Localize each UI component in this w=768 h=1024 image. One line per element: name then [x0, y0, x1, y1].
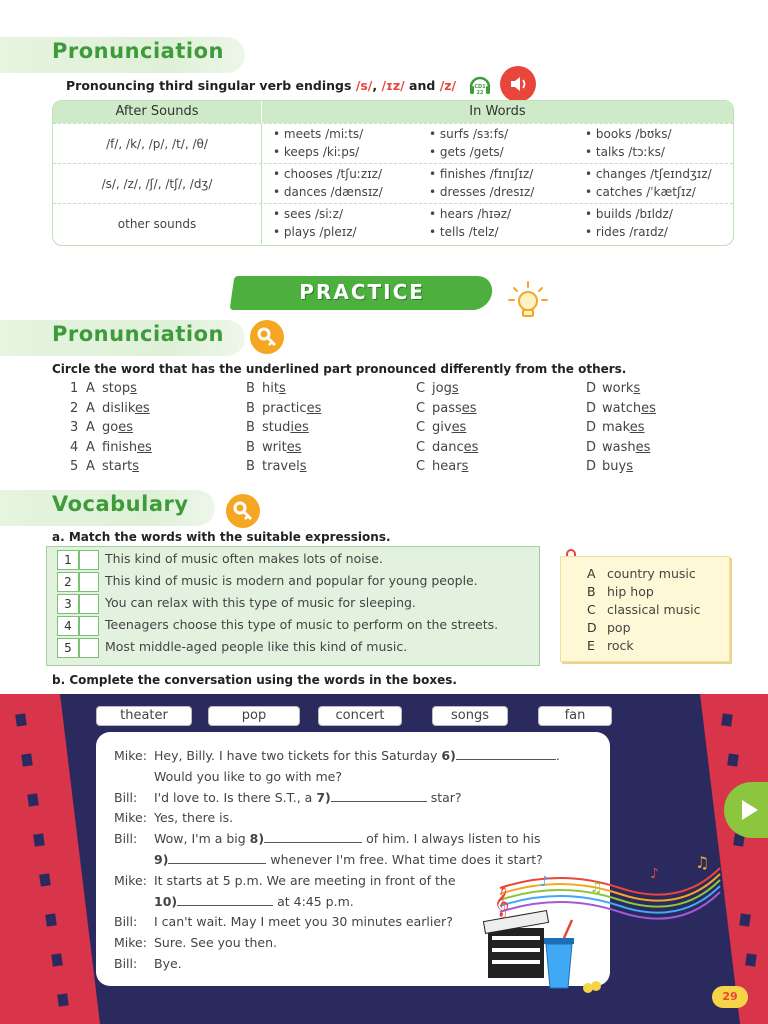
svg-text:♪: ♪ [650, 866, 659, 882]
ending-z: /z/ [439, 78, 457, 93]
section-title: Pronunciation [52, 39, 224, 63]
word-cell: • dresses /dresɪz/ [429, 185, 535, 199]
word-chip-theater: theater [96, 706, 192, 726]
dialogue-line: It starts at 5 p.m. We are meeting in front of the [154, 872, 456, 888]
answer-option[interactable]: C passes [416, 400, 477, 416]
key-icon [226, 494, 260, 528]
answer-option[interactable]: C hears [416, 459, 469, 474]
ending-s: /s/ [355, 78, 373, 93]
speaker-name: Bill: [114, 956, 138, 971]
statement-number: 5 [57, 638, 79, 658]
blank-number: 10) [154, 893, 178, 909]
speaker-icon[interactable] [500, 66, 536, 102]
answer-box[interactable] [79, 550, 99, 570]
word-cell: • dances /dænsɪz/ [273, 185, 383, 199]
sounds-cell: other sounds [53, 204, 262, 244]
matching-statements [46, 546, 540, 666]
dialogue-line: I can't wait. May I meet you 30 minutes earlier? [154, 914, 453, 930]
answer-option[interactable]: A finishes [86, 439, 152, 455]
svg-text:♪: ♪ [540, 874, 549, 890]
dialogue-line: I'd love to. Is there S.T., a 7) star? [154, 789, 462, 805]
speaker-name: Mike: [114, 935, 147, 951]
option-item: D pop [587, 620, 631, 635]
option-item: B hip hop [587, 584, 654, 599]
answer-box[interactable] [79, 572, 99, 592]
practice-instruction: Circle the word that has the underlined part pronounced differently from the others. [52, 362, 627, 376]
answer-box[interactable] [79, 594, 99, 614]
answer-blank[interactable] [456, 749, 556, 760]
vocab-instruction-a: a. Match the words with the suitable expressions. [52, 530, 391, 544]
pronunciation-table [52, 100, 734, 246]
option-item: C classical music [587, 602, 701, 617]
dialogue-line: Would you like to go with me? [154, 768, 342, 784]
practice-label: PRACTICE [299, 280, 425, 304]
answer-option[interactable]: D buys [586, 459, 633, 474]
blank-number: 7) [316, 789, 331, 805]
match-row [57, 616, 531, 636]
key-icon [250, 320, 284, 354]
word-cell: • chooses /tʃuːzɪz/ [273, 167, 383, 181]
answer-option[interactable]: C gives [416, 420, 467, 435]
table-row [53, 123, 733, 164]
speaker-name: Bill: [114, 914, 138, 930]
sounds-cell: /s/, /z/, /ʃ/, /tʃ/, /dʒ/ [53, 164, 262, 204]
dialogue-line: Hey, Billy. I have two tickets for this Saturday 6) . [154, 748, 560, 763]
statement-text: You can relax with this type of music for sleeping. [105, 595, 416, 610]
option-item: E rock [587, 638, 634, 653]
answer-option[interactable]: D works [586, 381, 641, 396]
question-number: 2 [70, 400, 79, 416]
table-header-sounds: After Sounds [53, 101, 262, 123]
word-cell: • books /bʊks/ [585, 127, 672, 141]
dialogue-line: Sure. See you then. [154, 935, 277, 951]
sounds-cell: /f/, /k/, /p/, /t/, /θ/ [53, 124, 262, 164]
dialogue-line: Bye. [154, 956, 182, 971]
statement-text: Teenagers choose this type of music to perform on the streets. [105, 617, 499, 632]
speaker-name: Mike: [114, 872, 147, 888]
statement-text: This kind of music often makes lots of noise. [105, 551, 383, 566]
dialogue-line: 9) whenever I'm free. What time does it start? [154, 852, 543, 867]
answer-option[interactable]: B practices [246, 400, 322, 416]
answer-option[interactable]: D watches [586, 400, 656, 416]
music-notes-illustration [480, 848, 730, 998]
answer-option[interactable]: C dances [416, 439, 479, 455]
word-cell: • finishes /fɪnɪʃɪz/ [429, 167, 534, 181]
svg-text:22: 22 [476, 90, 484, 96]
practice-badge [230, 276, 495, 310]
statement-text: This kind of music is modern and popular for young people. [105, 573, 478, 588]
match-row [57, 572, 531, 592]
word-cell: • tells /telz/ [429, 225, 499, 239]
question-number: 3 [70, 420, 79, 435]
option-item: A country music [587, 566, 696, 581]
audio-cd-icon[interactable] [468, 74, 492, 98]
answer-option[interactable]: B writes [246, 439, 302, 455]
answer-option[interactable]: A goes [86, 420, 133, 435]
dialogue-line: Yes, there is. [154, 810, 234, 826]
speaker-name: Mike: [114, 810, 147, 826]
answer-blank[interactable] [264, 832, 362, 843]
table-row [53, 203, 733, 244]
answer-option[interactable]: B hits [246, 381, 286, 396]
word-chip-concert: concert [318, 706, 402, 726]
dialogue-line: Wow, I'm a big 8) of him. I always listen to his [154, 831, 541, 847]
word-cell: • catches /ˈkætʃɪz/ [585, 185, 696, 199]
answer-box[interactable] [79, 638, 99, 658]
answer-option[interactable]: A starts [86, 459, 140, 474]
answer-blank[interactable] [177, 895, 273, 906]
word-cell: • rides /raɪdz/ [585, 225, 668, 239]
music-options [560, 556, 730, 662]
svg-text:♫: ♫ [590, 880, 603, 896]
answer-option[interactable]: B travels [246, 459, 307, 474]
speaker-name: Bill: [114, 789, 138, 805]
word-cell: • hears /hɪəz/ [429, 207, 512, 221]
statement-number: 4 [57, 616, 79, 636]
word-cell: • meets /miːts/ [273, 127, 364, 141]
statement-number: 1 [57, 550, 79, 570]
pronunciation-instruction: Pronouncing third singular verb endings /s/, /ɪz/ and /z/ [66, 78, 457, 93]
section-title: Vocabulary [52, 492, 189, 516]
word-chip-songs: songs [432, 706, 508, 726]
lightbulb-icon [506, 280, 550, 324]
word-cell: • sees /siːz/ [273, 207, 343, 221]
vocab-instruction-b: b. Complete the conversation using the words in the boxes. [52, 673, 457, 687]
word-cell: • surfs /sɜːfs/ [429, 127, 509, 141]
answer-option[interactable]: D washes [586, 439, 651, 455]
answer-option[interactable]: D makes [586, 420, 645, 435]
question-number: 5 [70, 459, 79, 474]
svg-text:CD1: CD1 [474, 84, 486, 90]
vocabulary-banner [0, 490, 215, 526]
match-row [57, 550, 531, 570]
play-button[interactable] [724, 782, 768, 838]
statement-number: 2 [57, 572, 79, 592]
statement-number: 3 [57, 594, 79, 614]
answer-option[interactable]: B studies [246, 420, 309, 435]
page-number: 29 [712, 986, 748, 1008]
answer-option[interactable]: A stops [86, 381, 137, 396]
question-number: 1 [70, 381, 79, 396]
ending-iz: /ɪz/ [381, 78, 405, 93]
svg-text:𝄞: 𝄞 [494, 887, 510, 917]
question-number: 4 [70, 439, 79, 455]
blank-number: 9) [154, 852, 169, 867]
answer-box[interactable] [79, 616, 99, 636]
speaker-name: Bill: [114, 831, 138, 847]
word-cell: • talks /tɔːks/ [585, 145, 665, 159]
dialogue-line: 10) at 4:45 p.m. [154, 893, 354, 909]
answer-option[interactable]: A dislikes [86, 400, 150, 416]
pronunciation-practice-banner [0, 320, 245, 356]
word-cell: • builds /bɪldz/ [585, 207, 673, 221]
word-cell: • keeps /kiːps/ [273, 145, 360, 159]
answer-option[interactable]: C jogs [416, 381, 459, 396]
section-title: Pronunciation [52, 322, 224, 346]
table-header-words: In Words [262, 101, 733, 123]
pronunciation-banner [0, 37, 245, 73]
word-cell: • changes /tʃeɪndʒɪz/ [585, 167, 712, 181]
table-row [53, 163, 733, 204]
answer-blank[interactable] [168, 853, 266, 864]
blank-number: 8) [249, 831, 265, 847]
speaker-name: Mike: [114, 748, 147, 763]
answer-blank[interactable] [331, 791, 427, 802]
word-cell: • gets /gets/ [429, 145, 504, 159]
blank-number: 6) [441, 748, 456, 763]
svg-text:♫: ♫ [695, 853, 710, 872]
word-chip-fan: fan [538, 706, 612, 726]
statement-text: Most middle-aged people like this kind of music. [105, 639, 408, 654]
word-chip-pop: pop [208, 706, 300, 726]
word-cell: • plays /pleɪz/ [273, 225, 357, 239]
match-row [57, 638, 531, 658]
match-row [57, 594, 531, 614]
